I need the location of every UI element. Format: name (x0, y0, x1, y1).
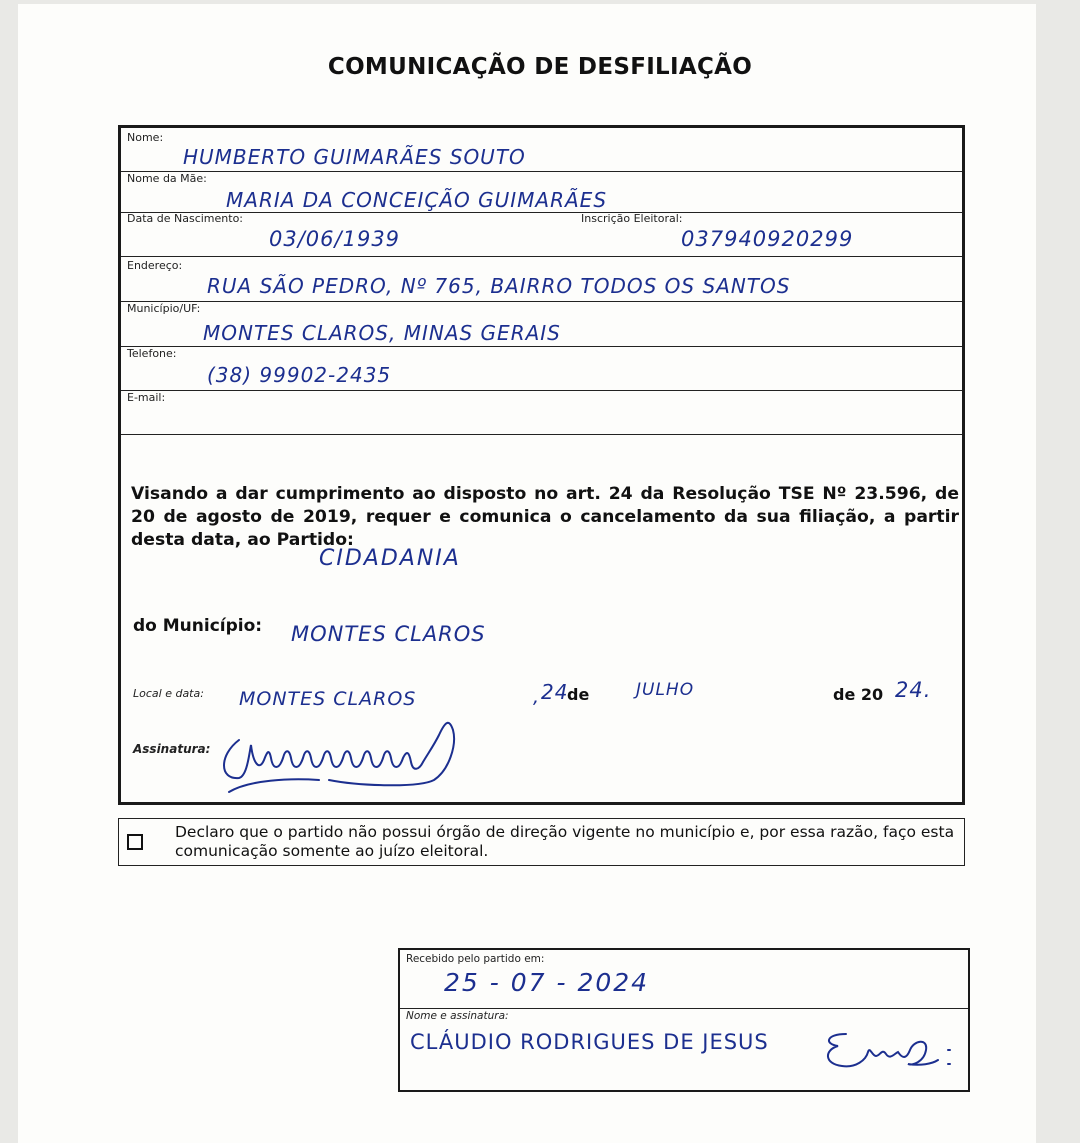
municipio-value: MONTES CLAROS (291, 622, 486, 646)
nome-label: Nome: (127, 131, 164, 144)
dia-value: 24 (541, 680, 569, 704)
local-value: MONTES CLAROS (239, 688, 417, 710)
endereco-value: RUA SÃO PEDRO, Nº 765, BAIRRO TODOS OS SANTOS (207, 274, 791, 298)
email-label: E-mail: (127, 391, 166, 404)
nome-assinatura-value: CLÁUDIO RODRIGUES DE JESUS (410, 1030, 769, 1054)
divider (121, 390, 962, 391)
divider (121, 256, 962, 257)
divider (121, 346, 962, 347)
divider (121, 171, 962, 172)
local-data-label: Local e data: (133, 687, 204, 700)
telefone-label: Telefone: (127, 347, 177, 360)
mae-value: MARIA DA CONCEIÇÃO GUIMARÃES (226, 188, 608, 212)
recebido-label: Recebido pelo partido em: (406, 953, 545, 965)
receiver-signature-drawing (816, 1020, 966, 1080)
divider (400, 1008, 968, 1009)
form-box (118, 125, 965, 805)
municipio-uf-value: MONTES CLAROS, MINAS GERAIS (203, 321, 561, 345)
telefone-value: (38) 99902-2435 (207, 363, 392, 387)
nome-assinatura-label: Nome e assinatura: (406, 1010, 509, 1022)
received-box (398, 948, 970, 1092)
signature-drawing (209, 700, 539, 800)
municipio-uf-label: Município/UF: (127, 302, 201, 315)
nascimento-value: 03/06/1939 (269, 227, 401, 251)
de-ano-label: de 20 (833, 685, 884, 704)
endereco-label: Endereço: (127, 259, 183, 272)
document-title: COMUNICAÇÃO DE DESFILIAÇÃO (327, 54, 753, 80)
declaration-body: Visando a dar cumprimento ao disposto no art. 24 da Resolução TSE Nº 23.596, de 20 de agosto de 2019, requer e comunica o cancelamento da sua filiação, a partir desta data, ao Partido: (131, 484, 959, 550)
inscricao-value: 037940920299 (681, 227, 854, 251)
inscricao-label: Inscrição Eleitoral: (581, 212, 683, 225)
nome-value: HUMBERTO GUIMARÃES SOUTO (183, 145, 526, 169)
divider (121, 301, 962, 302)
assinatura-label: Assinatura: (133, 742, 211, 756)
recebido-value: 25 - 07 - 2024 (444, 968, 650, 997)
de-label: de (567, 685, 590, 704)
mae-label: Nome da Mãe: (127, 172, 207, 185)
local-separator: , (533, 686, 541, 708)
no-directorate-checkbox[interactable] (127, 834, 143, 850)
partido-value: CIDADANIA (319, 546, 461, 571)
divider (121, 212, 962, 213)
ano-suffix-value: 24. (895, 678, 932, 702)
mes-value: JULHO (636, 680, 695, 700)
checkbox-text: Declaro que o partido não possui órgão de direção vigente no município e, por essa razão, faço esta comunicação somente ao juízo eleitoral. (175, 823, 955, 860)
divider (121, 434, 962, 435)
municipio-label: do Município: (133, 616, 263, 636)
nascimento-label: Data de Nascimento: (127, 212, 244, 225)
no-directorate-declaration (118, 818, 965, 866)
declaration-text (131, 483, 959, 552)
